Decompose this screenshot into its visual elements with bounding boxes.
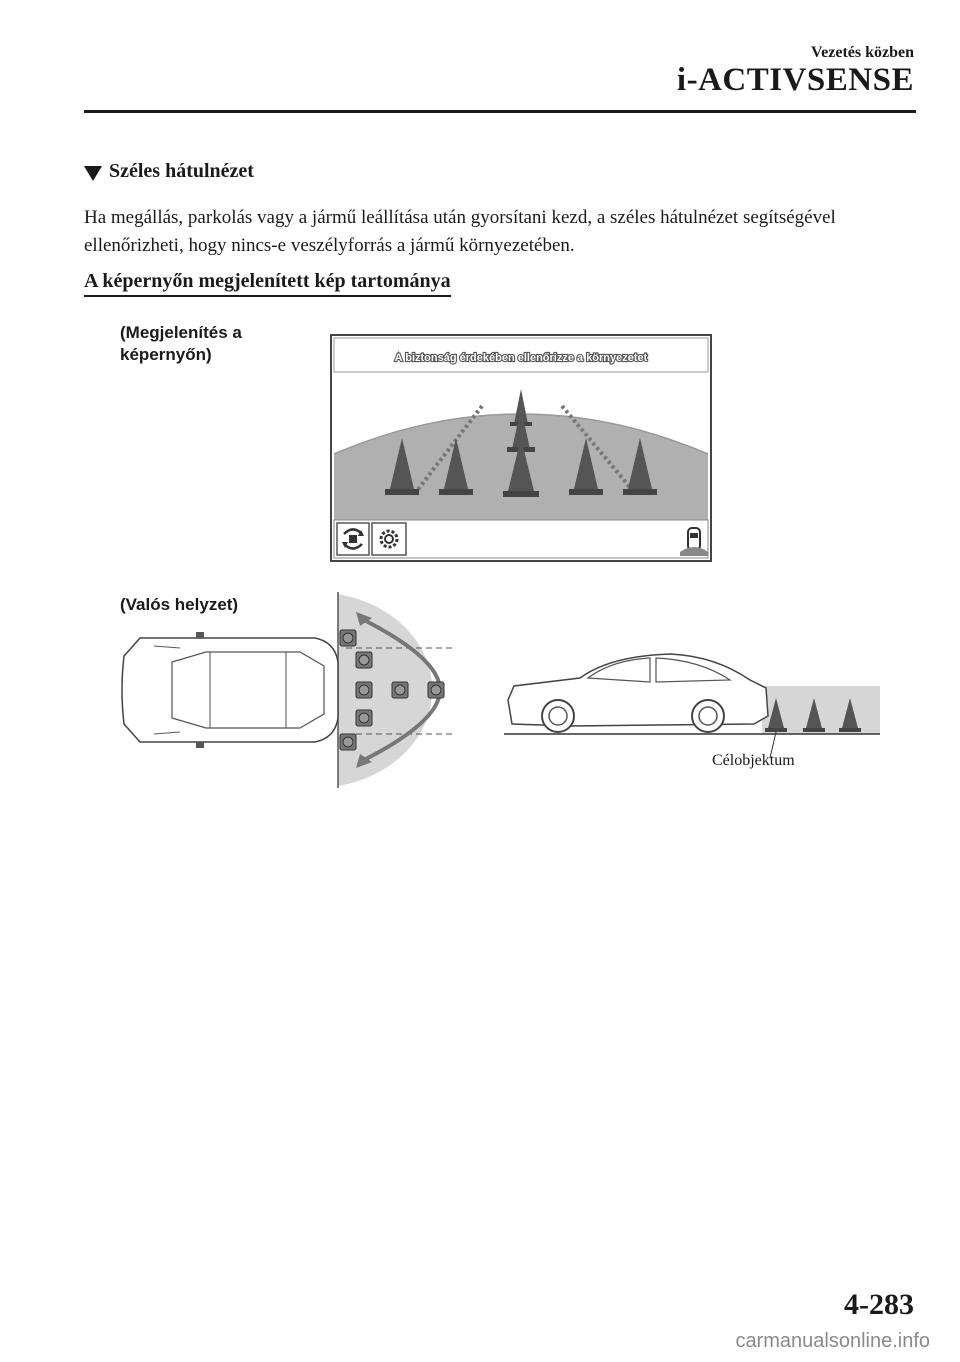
settings-gear-icon[interactable]	[372, 523, 406, 555]
top-down-view-illustration	[110, 588, 460, 792]
header-rule	[84, 110, 916, 113]
subsection-title: Széles hátulnézet	[109, 160, 254, 182]
subsection-heading	[84, 160, 254, 183]
detection-zone	[338, 594, 432, 786]
screen-display-label: (Megjelenítés a képernyőn)	[120, 323, 242, 364]
side-view-illustration	[500, 640, 882, 780]
car-side-view	[508, 654, 768, 732]
chapter-title: i-ACTIVSENSE	[676, 62, 914, 98]
target-object-caption: Célobjektum	[712, 752, 795, 769]
real-situation-label: (Valós helyzet)	[120, 595, 239, 614]
section-label: Vezetés közben	[811, 44, 914, 61]
page-number: 4-283	[844, 1288, 914, 1321]
screen-display-illustration	[330, 334, 712, 562]
car-top-view	[122, 632, 338, 748]
triangle-marker-icon	[84, 166, 102, 181]
watermark: carmanualsonline.info	[735, 1330, 930, 1352]
screen-banner: A biztonság érdekében ellenőrizze a környezetet	[394, 352, 648, 364]
figure-heading: A képernyőn megjelenített kép tartománya	[84, 270, 451, 297]
camera-switch-icon[interactable]	[337, 523, 369, 555]
body-paragraph: Ha megállás, parkolás vagy a jármű leállítása után gyorsítani kezd, a széles hátulnézet segítségével ellenőrizheti, hogy nincs-e veszélyforrás a jármű környezetében.	[84, 207, 836, 256]
